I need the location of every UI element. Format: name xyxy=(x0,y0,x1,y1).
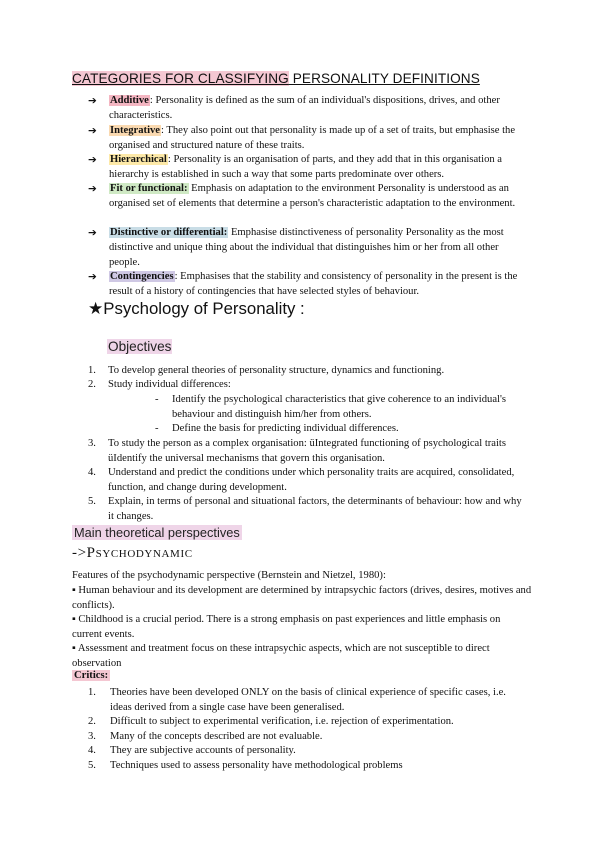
list-number: 3. xyxy=(88,438,96,449)
list-number: 4. xyxy=(88,467,96,478)
objective-text: Study individual differences: xyxy=(108,379,231,390)
feature-bullet: ▪ Childhood is a crucial period. There is a strong emphasis on past experiences and little emphasis on current events. xyxy=(72,614,501,640)
arrow-icon: ➔ xyxy=(88,227,97,239)
psychodynamic-heading xyxy=(72,545,193,562)
arrow-icon: ➔ xyxy=(88,154,97,166)
list-number: 1. xyxy=(88,365,96,376)
critic-text: Difficult to subject to experimental verification, i.e. rejection of experimentation. xyxy=(110,716,454,727)
dash-bullet: - xyxy=(155,423,159,434)
list-number: 2. xyxy=(88,716,96,727)
feature-bullet: ▪ Human behaviour and its development are determined by intrapsychic factors (drives, desires, motives and conflicts). xyxy=(72,585,532,611)
critic-item xyxy=(88,686,528,715)
list-number: 5. xyxy=(88,760,96,771)
section-title xyxy=(88,299,305,319)
category-text: : Personality is defined as the sum of an individual's dispositions, drives, and other characteristics. xyxy=(109,95,500,121)
critic-item xyxy=(88,715,528,730)
category-label: Additive xyxy=(110,95,149,106)
list-number: 2. xyxy=(88,379,96,390)
objective-text: Explain, in terms of personal and situational factors, the determinants of behaviour: how and why it changes. xyxy=(108,496,522,522)
star-icon: ★ xyxy=(88,299,104,319)
category-label: Distinctive or differential: xyxy=(110,227,228,238)
sub-item xyxy=(155,393,525,422)
objectives-heading: Objectives xyxy=(108,339,172,354)
list-number: 5. xyxy=(88,496,96,507)
objective-item xyxy=(88,364,528,379)
objective-item xyxy=(88,437,528,466)
category-text: : Emphasises that the stability and consistency of personality in the present is the result of a history of contingencies that have selected styles of behaviour. xyxy=(109,271,518,297)
critics-heading: Critics: xyxy=(74,670,109,681)
dash-bullet: - xyxy=(155,394,159,405)
critic-item xyxy=(88,730,528,745)
features-intro: Features of the psychodynamic perspective (Bernstein and Nietzel, 1980): xyxy=(72,570,386,581)
sub-item-text: Define the basis for predicting individual differences. xyxy=(172,423,399,434)
sub-item-text: Identify the psychological characteristics that give coherence to an individual's behaviour and distinguish him/her from others. xyxy=(172,394,507,420)
critic-text: Theories have been developed ONLY on the basis of clinical experience of specific cases, i.e. ideas derived from a single case have been generalised. xyxy=(110,687,506,713)
arrow-icon: ➔ xyxy=(88,125,97,137)
objective-item xyxy=(88,466,528,495)
critic-item xyxy=(88,759,528,774)
critic-text: They are subjective accounts of personality. xyxy=(110,745,296,756)
title-rest: PERSONALITY DEFINITIONS xyxy=(288,71,480,86)
category-label: Hierarchical xyxy=(110,154,167,165)
objective-item xyxy=(88,378,528,393)
arrow-icon: ➔ xyxy=(88,183,97,195)
category-label: Integrative xyxy=(110,125,161,136)
section-title-text: Psychology of Personality : xyxy=(103,299,305,318)
category-item xyxy=(88,124,528,154)
critic-text: Techniques used to assess personality have methodological problems xyxy=(110,760,403,771)
objective-text: Understand and predict the conditions under which personality traits are acquired, consolidated, function, and change during development. xyxy=(108,467,515,493)
perspectives-heading: Main theoretical perspectives xyxy=(74,525,240,540)
objective-text: To study the person as a complex organisation: üIntegrated functioning of psychological traits üIdentify the universal mechanisms that govern this organisation. xyxy=(108,438,506,464)
list-number: 3. xyxy=(88,731,96,742)
category-item xyxy=(88,153,528,183)
critic-item xyxy=(88,744,528,759)
feature-bullet: ▪ Assessment and treatment focus on these intrapsychic aspects, which are not susceptible to direct observation xyxy=(72,643,490,669)
category-item xyxy=(88,182,528,212)
category-label: Fit or functional: xyxy=(110,183,188,194)
category-item xyxy=(88,270,528,300)
sub-item xyxy=(155,422,525,437)
list-number: 4. xyxy=(88,745,96,756)
critic-text: Many of the concepts described are not evaluable. xyxy=(110,731,323,742)
objective-text: To develop general theories of personality structure, dynamics and functioning. xyxy=(108,365,445,376)
category-text: : They also point out that personality is made up of a set of traits, but emphasise the organised and structured nature of these traits. xyxy=(109,125,516,151)
category-text: : Personality is an organisation of parts, and they add that in this organisation a hierarchy is established in such a way that some parts predominate over others. xyxy=(109,154,503,180)
category-item xyxy=(88,94,528,124)
category-text: Emphasise distinctiveness of personality Personality as the most distinctive and unique thing about the individual that distinguishes him or her from all other people. xyxy=(109,227,504,268)
psychodynamic-prefix: -> xyxy=(72,545,87,561)
arrow-icon: ➔ xyxy=(88,271,97,283)
category-label: Contingencies xyxy=(110,271,174,282)
category-text: Emphasis on adaptation to the environment Personality is understood as an organised set of elements that determine a person's characteristic adaptation to the environment. xyxy=(109,183,516,209)
objective-item xyxy=(88,495,528,524)
list-number: 1. xyxy=(88,687,96,698)
arrow-icon: ➔ xyxy=(88,95,97,107)
title-highlighted: CATEGORIES FOR CLASSIFYING xyxy=(72,71,289,86)
page-title xyxy=(72,71,480,86)
psychodynamic-title: Psychodynamic xyxy=(86,545,193,561)
category-item xyxy=(88,226,528,271)
